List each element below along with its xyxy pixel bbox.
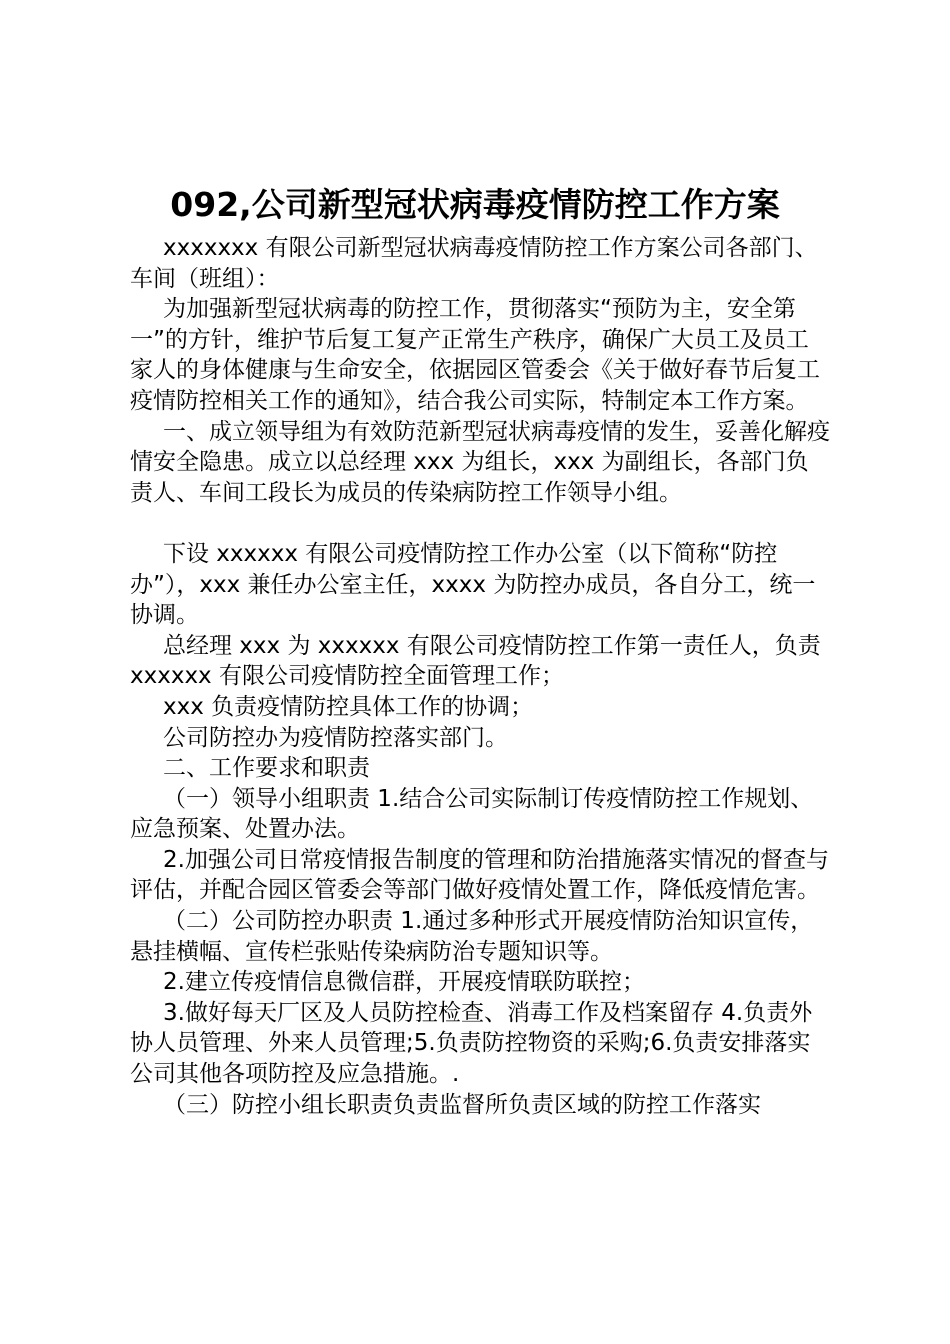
paragraph-intro: xxxxxxx 有限公司新型冠状病毒疫情防控工作方案公司各部门、车间（班组）： xyxy=(130,235,818,292)
paragraph-duty-1-2: 2.加强公司日常疫情报告制度的管理和防治措施落实情况的督查与评估，并配合园区管委会等部门做好疫情处置工作，降低疫情危害。 xyxy=(130,846,829,904)
section-heading-duties: 二、工作要求和职责 xyxy=(163,755,370,782)
paragraph-duty-2: （二）公司防控办职责 1.通过多种形式开展疫情防治知识宣传，悬挂横幅、宣传栏张贴传染病防治专题知识等。 xyxy=(130,908,814,965)
paragraph-duty-3: （三）防控小组长职责负责监督所负责区域的防控工作落实 xyxy=(163,1091,761,1118)
paragraph-duty-1: （一）领导小组职责 1.结合公司实际制订传疫情防控工作规划、应急预案、处置办法。 xyxy=(130,785,814,843)
paragraph-coordination: xxx 负责疫情防控具体工作的协调； xyxy=(163,693,534,720)
blank-line xyxy=(130,508,830,539)
paragraph-leadership-group: 一、成立领导组为有效防范新型冠状病毒疫情的发生，妥善化解疫情安全隐患。成立以总经理 xxx 为组长，xxx 为副组长，各部门负责人、车间工段长为成员的传染病防控工作领导小组。 xyxy=(130,418,830,506)
paragraph-purpose: 为加强新型冠状病毒的防控工作，贯彻落实“预防为主，安全第一”的方针，维护节后复工复产正常生产秩序，确保广大员工及员工家人的身体健康与生命安全，依据园区管委会《关于做好春节后复工疫情防控相关工作的通知》，结合我公司实际，特制定本工作方案。 xyxy=(130,296,820,414)
document-title: 092,公司新型冠状病毒疫情防控工作方案 xyxy=(170,185,780,224)
paragraph-duty-2-3: 3.做好每天厂区及人员防控检查、消毒工作及档案留存 4.负责外协人员管理、外来人员管理;5.负责防控物资的采购;6.负责安排落实公司其他各项防控及应急措施。. xyxy=(130,999,813,1088)
paragraph-general-manager: 总经理 xxx 为 xxxxxx 有限公司疫情防控工作第一责任人，负责 xxxxxx 有限公司疫情防控全面管理工作； xyxy=(130,632,821,690)
paragraph-office: 下设 xxxxxx 有限公司疫情防控工作办公室（以下简称“防控办”），xxx 兼任办公室主任，xxxx 为防控办成员，各自分工，统一协调。 xyxy=(130,540,816,629)
paragraph-duty-2-2: 2.建立传疫情信息微信群，开展疫情联防联控； xyxy=(163,969,645,996)
document-body xyxy=(130,233,830,1120)
paragraph-implementing-dept: 公司防控办为疫情防控落实部门。 xyxy=(163,724,508,751)
